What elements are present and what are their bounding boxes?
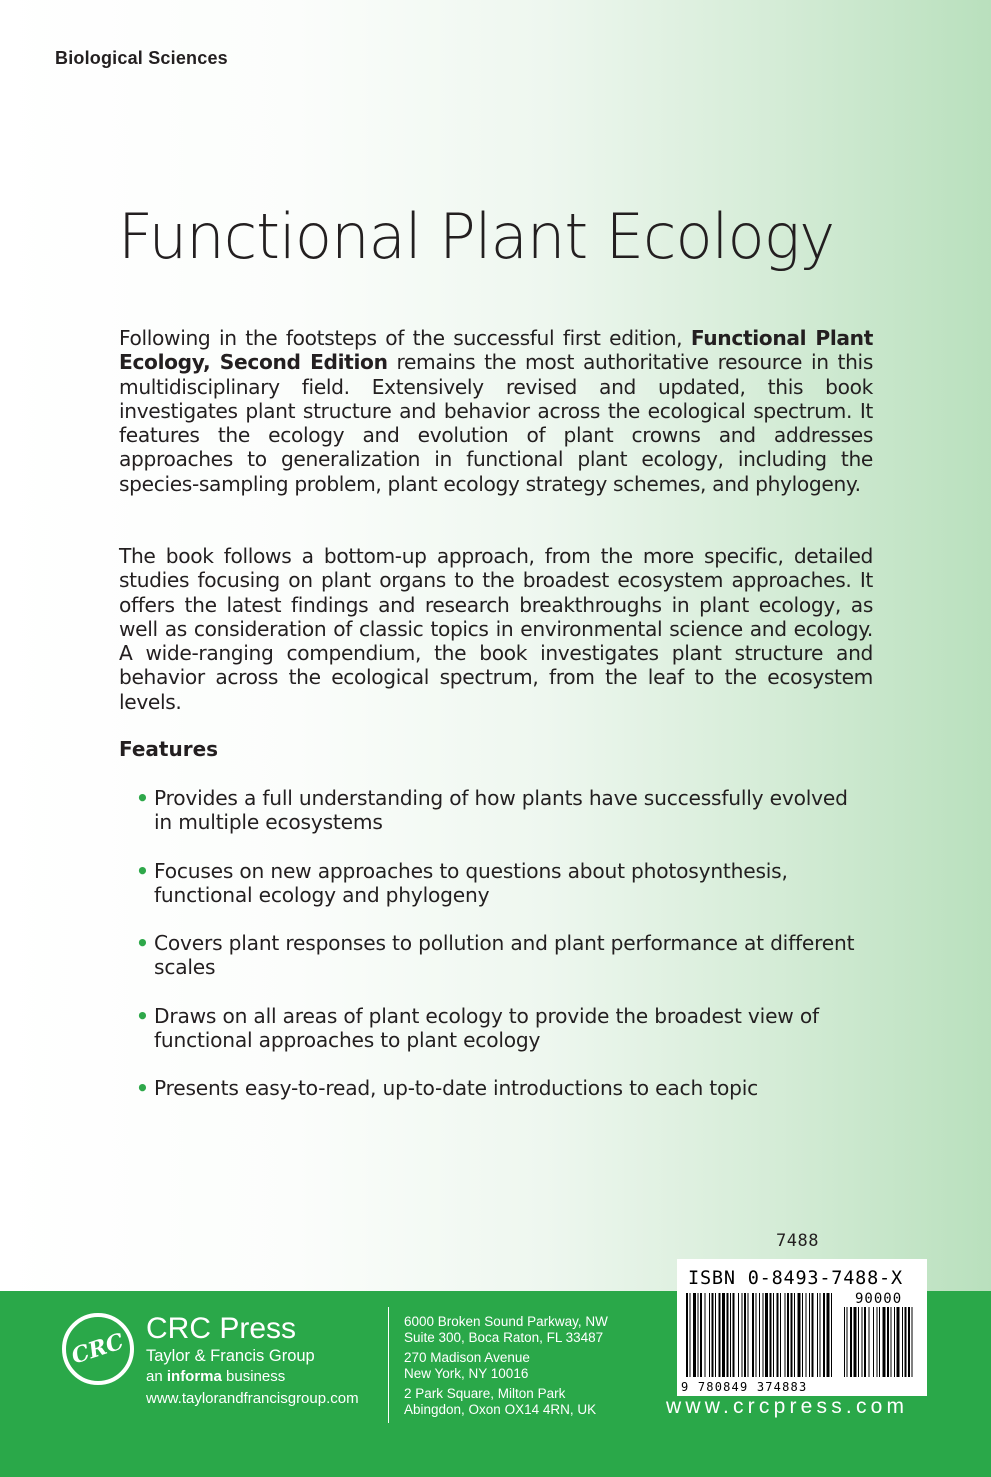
barcode-addon-bar	[908, 1307, 910, 1377]
isbn-digits: 9 780849 374883	[681, 1380, 808, 1394]
barcode-addon-bar	[864, 1307, 866, 1377]
feature-item	[136, 859, 856, 908]
business-prefix: an	[146, 1368, 167, 1385]
isbn-text: ISBN 0-8493-7488-X	[688, 1268, 903, 1289]
barcode-bar	[712, 1293, 714, 1377]
barcode-bar	[722, 1293, 725, 1377]
barcode-bar	[730, 1293, 731, 1377]
barcode-bar	[738, 1293, 739, 1377]
publisher-url[interactable]: www.taylorandfrancisgroup.com	[146, 1390, 359, 1407]
barcode-bar	[791, 1293, 793, 1377]
barcode-bar	[809, 1293, 810, 1377]
address-line: 2 Park Square, Milton Park	[404, 1386, 566, 1401]
barcode-addon-bar	[905, 1307, 907, 1377]
barcode-bar	[802, 1293, 803, 1377]
barcode-addon-bar	[887, 1307, 889, 1377]
feature-text: Provides a full understanding of how plants have successfully evolved in multiple ecosystems	[154, 786, 848, 835]
barcode-bar	[777, 1293, 779, 1377]
feature-item	[136, 786, 856, 835]
barcode-bar	[785, 1293, 786, 1377]
business-bold: informa	[166, 1368, 222, 1385]
crc-logo-text: CRC	[68, 1328, 128, 1370]
barcode-bar	[719, 1293, 721, 1377]
publisher-group: Taylor & Francis Group	[146, 1347, 315, 1365]
barcode-bar	[765, 1293, 768, 1377]
barcode-addon-bar	[847, 1307, 848, 1377]
catalog-number: 7488	[776, 1231, 819, 1251]
category-label: Biological Sciences	[55, 48, 228, 68]
barcode-bar	[780, 1293, 781, 1377]
barcode-addon-bar	[873, 1307, 874, 1377]
feature-text: Presents easy-to-read, up-to-date introductions to each topic	[154, 1076, 759, 1101]
barcode-bar	[748, 1293, 749, 1377]
barcode-addon-bar	[854, 1307, 857, 1377]
address-line: Suite 300, Boca Raton, FL 33487	[404, 1329, 604, 1345]
barcode-bar	[773, 1293, 774, 1377]
bullet-icon: •	[136, 1003, 149, 1028]
barcode-bar	[756, 1293, 757, 1377]
barcode-addon-bar	[902, 1307, 903, 1377]
isbn-price-code: 90000	[855, 1291, 903, 1307]
barcode-addon-bar	[891, 1307, 892, 1377]
barcode-bar	[831, 1293, 832, 1377]
barcode-addon-bar	[844, 1307, 845, 1377]
barcode-bar	[806, 1293, 807, 1377]
barcode-bar	[733, 1293, 735, 1377]
barcode-addon-bar	[850, 1307, 852, 1377]
description-paragraph-1	[119, 326, 873, 496]
barcode-addon-bar	[869, 1307, 870, 1377]
barcode-bar	[823, 1293, 825, 1377]
p1-bold-title: Functional Plant Ecology, Second Edition	[119, 326, 873, 375]
footer-divider	[388, 1307, 389, 1423]
p1-start: Following in the footsteps of the successful first edition,	[119, 326, 691, 350]
address-block	[404, 1350, 530, 1381]
business-suffix: business	[221, 1368, 286, 1385]
barcode-bar	[812, 1293, 814, 1377]
barcode-bar	[700, 1293, 702, 1377]
feature-item	[136, 1004, 856, 1053]
p1-end: remains the most authoritative resource in this multidisciplinary field. Extensively revised and updated, this book investigates plant structure and behavior across the ecological spectrum. It features the ecology and evolution of plant crowns and addresses approaches to generalization in functional plant ecology, including the species-sampling problem, plant ecology strategy schemes, and phylogeny.	[119, 350, 873, 496]
barcode-bar	[820, 1293, 821, 1377]
barcode-bar	[742, 1293, 743, 1377]
barcode-addon-bar	[858, 1307, 859, 1377]
publisher-name: CRC Press	[146, 1312, 297, 1345]
barcode-bar	[770, 1293, 772, 1377]
bullet-icon: •	[136, 1076, 149, 1101]
barcode-bar	[752, 1293, 754, 1377]
description-paragraph-2: The book follows a bottom-up approach, from the more specific, detailed studies focusing on plant organs to the broadest ecosystem approaches. It offers the latest findings and research breakthroughs in plant ecology, as well as consideration of classic topics in environmental science and ecology. A wide-ranging compendium, the book investigates plant structure and behavior across the ecological spectrum, from the leaf to the ecosystem levels.	[119, 544, 873, 714]
barcode-bar	[715, 1293, 716, 1377]
barcode-bar	[794, 1293, 795, 1377]
barcode-addon-bar	[912, 1307, 913, 1377]
barcode-bar	[798, 1293, 801, 1377]
barcode-bar	[709, 1293, 710, 1377]
barcode-addon-bar	[862, 1307, 863, 1377]
feature-text: Covers plant responses to pollution and plant performance at different scales	[154, 931, 855, 980]
feature-item	[136, 1076, 856, 1100]
barcode-bar	[827, 1293, 830, 1377]
feature-item	[136, 931, 856, 980]
features-list	[136, 786, 856, 1125]
address-line: 270 Madison Avenue	[404, 1350, 530, 1365]
bullet-icon: •	[136, 786, 149, 810]
book-title: Functional Plant Ecology	[118, 200, 835, 273]
feature-text: Draws on all areas of plant ecology to provide the broadest view of functional approaches to plant ecology	[154, 1003, 819, 1053]
barcode-bar	[744, 1293, 746, 1377]
feature-text: Focuses on new approaches to questions about photosynthesis, functional ecology and phylogeny	[154, 858, 788, 907]
barcode-addon-bar	[879, 1307, 880, 1377]
address-block	[404, 1314, 608, 1345]
barcode-bar	[759, 1293, 760, 1377]
barcode-addon-bar	[897, 1307, 900, 1377]
barcode-bar	[693, 1293, 696, 1377]
bullet-icon: •	[136, 931, 149, 956]
barcode-bar	[763, 1293, 764, 1377]
bullet-icon: •	[136, 858, 149, 883]
address-line: 6000 Broken Sound Parkway, NW	[404, 1314, 608, 1329]
address-line: New York, NY 10016	[404, 1365, 529, 1381]
barcode-bar	[698, 1293, 699, 1377]
barcode-addon-bar	[883, 1307, 886, 1377]
barcode-bar	[727, 1293, 729, 1377]
publisher-business	[146, 1368, 285, 1385]
barcode-bar	[690, 1293, 691, 1377]
website-url[interactable]: www.crcpress.com	[666, 1395, 909, 1418]
crc-logo	[62, 1313, 134, 1385]
barcode-addon-bar	[894, 1307, 895, 1377]
barcode-bar	[705, 1293, 706, 1377]
barcode-bar	[787, 1293, 789, 1377]
barcode-bar	[817, 1293, 818, 1377]
address-line: Abingdon, Oxon OX14 4RN, UK	[404, 1401, 597, 1417]
barcode-addon-bar	[877, 1307, 878, 1377]
address-block	[404, 1386, 596, 1417]
barcode-bar	[686, 1293, 688, 1377]
features-heading: Features	[119, 737, 219, 761]
